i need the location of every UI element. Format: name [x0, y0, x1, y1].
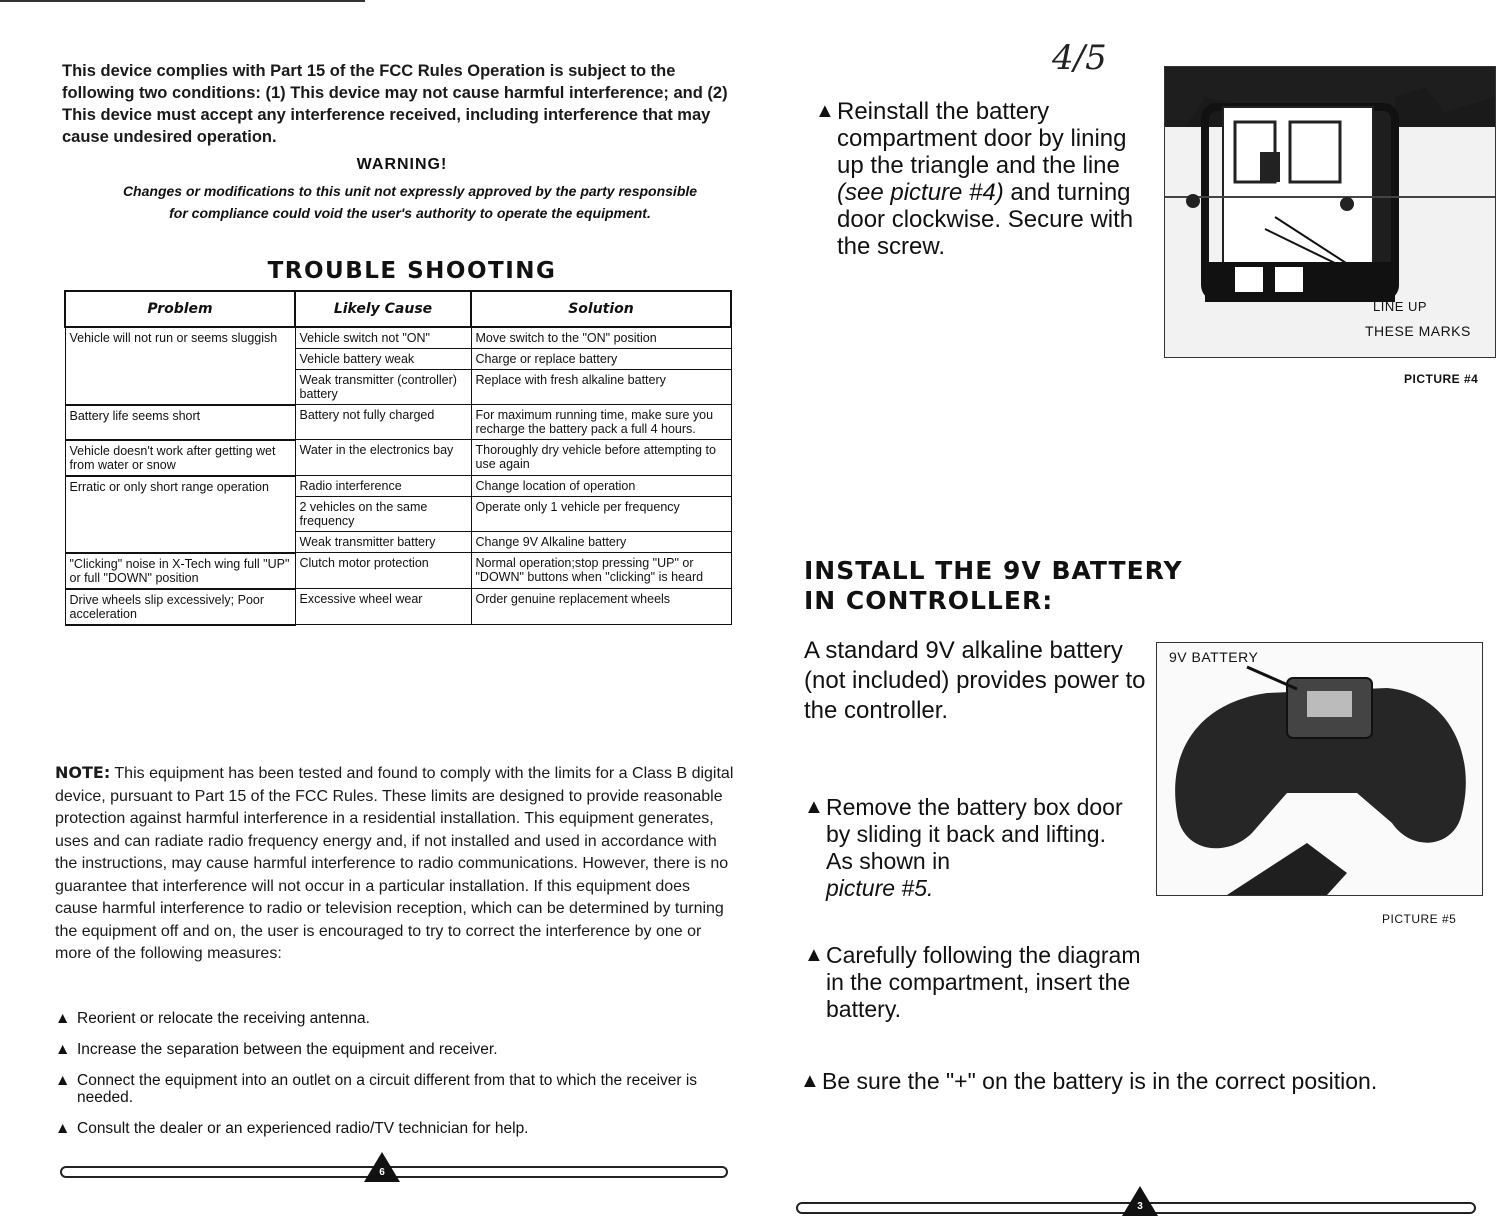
reinstall-instruction [815, 98, 1155, 260]
problem-cell: Drive wheels slip excessively; Poor acceleration [65, 589, 295, 625]
triangle-bullet-icon: ▲ [815, 100, 835, 122]
solution-cell: Change location of operation [471, 476, 731, 497]
remove-text-ref: picture #5. [826, 875, 934, 901]
triangle-bullet-icon: ▲ [55, 1120, 71, 1137]
measure-text: Reorient or relocate the receiving antenna. [77, 1010, 370, 1027]
picture-4-photo [1164, 66, 1496, 358]
note-label: NOTE: [55, 763, 111, 782]
handwritten-note: 4/5 [1052, 38, 1107, 78]
list-item [55, 1072, 735, 1106]
cause-cell: Vehicle battery weak [295, 349, 471, 370]
list-item [55, 1010, 735, 1027]
cause-cell: Radio interference [295, 476, 471, 497]
reinstall-text-ref: (see picture #4) [837, 179, 1004, 206]
install-title-line2: IN CONTROLLER: [804, 586, 1054, 615]
triangle-bullet-icon: ▲ [804, 796, 824, 818]
polarity-instruction [800, 1068, 1480, 1095]
solution-cell: Move switch to the "ON" position [471, 327, 731, 349]
picture-4-label-line1: LINE UP [1373, 299, 1428, 314]
fcc-note [55, 762, 735, 966]
header-likely-cause: Likely Cause [295, 291, 471, 327]
measure-text: Connect the equipment into an outlet on a circuit different from that to which the receiver is needed. [77, 1072, 698, 1106]
battery-description: A standard 9V alkaline battery (not included) provides power to the controller. [804, 637, 1146, 724]
table-row [65, 327, 731, 349]
header-problem: Problem [65, 291, 295, 327]
install-section-title [804, 556, 1304, 616]
warning-title: WARNING! [356, 156, 448, 173]
solution-cell: For maximum running time, make sure you recharge the battery pack a full 4 hours. [471, 405, 731, 440]
page-number: 6 [379, 1167, 385, 1178]
right-page [760, 0, 1509, 1224]
solution-cell: Order genuine replacement wheels [471, 589, 731, 625]
insert-instruction [804, 942, 1164, 1023]
picture-4-caption: PICTURE #4 [1404, 372, 1479, 386]
problem-cell: Erratic or only short range operation [65, 476, 295, 553]
measure-text: Consult the dealer or an experienced radio/TV technician for help. [77, 1120, 529, 1137]
picture-5-label: 9V BATTERY [1169, 649, 1259, 665]
triangle-bullet-icon: ▲ [55, 1072, 71, 1089]
cause-cell: Weak transmitter (controller) battery [295, 370, 471, 405]
list-item [55, 1041, 735, 1058]
table-row [65, 589, 731, 625]
table-row [65, 553, 731, 589]
remove-text-main: Remove the battery box door by sliding it back and lifting. As shown in [826, 794, 1123, 874]
cause-cell: Battery not fully charged [295, 405, 471, 440]
measure-text: Increase the separation between the equipment and receiver. [77, 1041, 498, 1058]
triangle-bullet-icon: ▲ [804, 944, 824, 966]
page-number: 3 [1137, 1201, 1143, 1212]
interference-measures-list [55, 1010, 735, 1151]
header-solution: Solution [471, 291, 731, 327]
table-row [65, 476, 731, 497]
solution-cell: Thoroughly dry vehicle before attempting to use again [471, 440, 731, 476]
triangle-bullet-icon: ▲ [800, 1070, 820, 1092]
troubleshooting-title: TROUBLE SHOOTING [267, 258, 557, 284]
cause-cell: Water in the electronics bay [295, 440, 471, 476]
polarity-text: Be sure the "+" on the battery is in the correct position. [822, 1068, 1378, 1094]
remove-instruction [804, 794, 1134, 902]
solution-cell: Charge or replace battery [471, 349, 731, 370]
fcc-compliance-statement: This device complies with Part 15 of the FCC Rules Operation is subject to the following two conditions: (1) This device may not cause harmful interference; and (2) This device must accept any interference received, including interference that may cause undesired operation. [62, 62, 728, 146]
insert-text: Carefully following the diagram in the compartment, insert the battery. [826, 942, 1141, 1022]
table-header-row [65, 291, 731, 327]
table-row [65, 405, 731, 440]
cause-cell: Vehicle switch not "ON" [295, 327, 471, 349]
remove-text [804, 794, 1134, 902]
problem-cell: Vehicle doesn't work after getting wet from water or snow [65, 440, 295, 476]
table-row [65, 440, 731, 476]
warning-text: Changes or modifications to this unit not expressly approved by the party responsible for compliance could void the user's authority to operate the equipment. [122, 183, 698, 221]
list-item [55, 1120, 735, 1137]
picture-5-caption: PICTURE #5 [1382, 912, 1457, 926]
cause-cell: 2 vehicles on the same frequency [295, 497, 471, 532]
note-text: This equipment has been tested and found to comply with the limits for a Class B digital device, pursuant to Part 15 of the FCC Rules. These limits are designed to provide reasonable protection against harmful interference in a residential installation. This equipment generates, uses and can radiate radio frequency energy and, if not installed and used in accordance with the instructions, may cause harmful interference to radio communications. However, there is no guarantee that interference will not occur in a particular installation. If this equipment does cause harmful interference to radio or television reception, which can be determined by turning the equipment off and on, the user is encouraged to try to correct the interference by one or more of the following measures: [55, 765, 734, 962]
problem-cell: Battery life seems short [65, 405, 295, 440]
triangle-bullet-icon: ▲ [55, 1010, 71, 1027]
solution-cell: Normal operation;stop pressing "UP" or "DOWN" buttons when "clicking" is heard [471, 553, 731, 589]
picture-4-label-line2: THESE MARKS [1365, 323, 1471, 339]
problem-cell: Vehicle will not run or seems sluggish [65, 327, 295, 405]
problem-cell: "Clicking" noise in X-Tech wing full "UP" or full "DOWN" position [65, 553, 295, 589]
triangle-bullet-icon: ▲ [55, 1041, 71, 1058]
solution-cell: Change 9V Alkaline battery [471, 532, 731, 553]
solution-cell: Replace with fresh alkaline battery [471, 370, 731, 405]
cause-cell: Weak transmitter battery [295, 532, 471, 553]
troubleshooting-table [64, 290, 732, 626]
reinstall-text-main: Reinstall the battery compartment door by lining up the triangle and the line [837, 98, 1127, 179]
cause-cell: Clutch motor protection [295, 553, 471, 589]
picture-5-photo [1156, 642, 1483, 896]
reinstall-text [815, 98, 1155, 260]
solution-cell: Operate only 1 vehicle per frequency [471, 497, 731, 532]
cause-cell: Excessive wheel wear [295, 589, 471, 625]
install-title-line1: INSTALL THE 9V BATTERY [804, 556, 1183, 585]
reinstall-text-end: and turning door clockwise. Secure with the screw. [837, 179, 1134, 260]
